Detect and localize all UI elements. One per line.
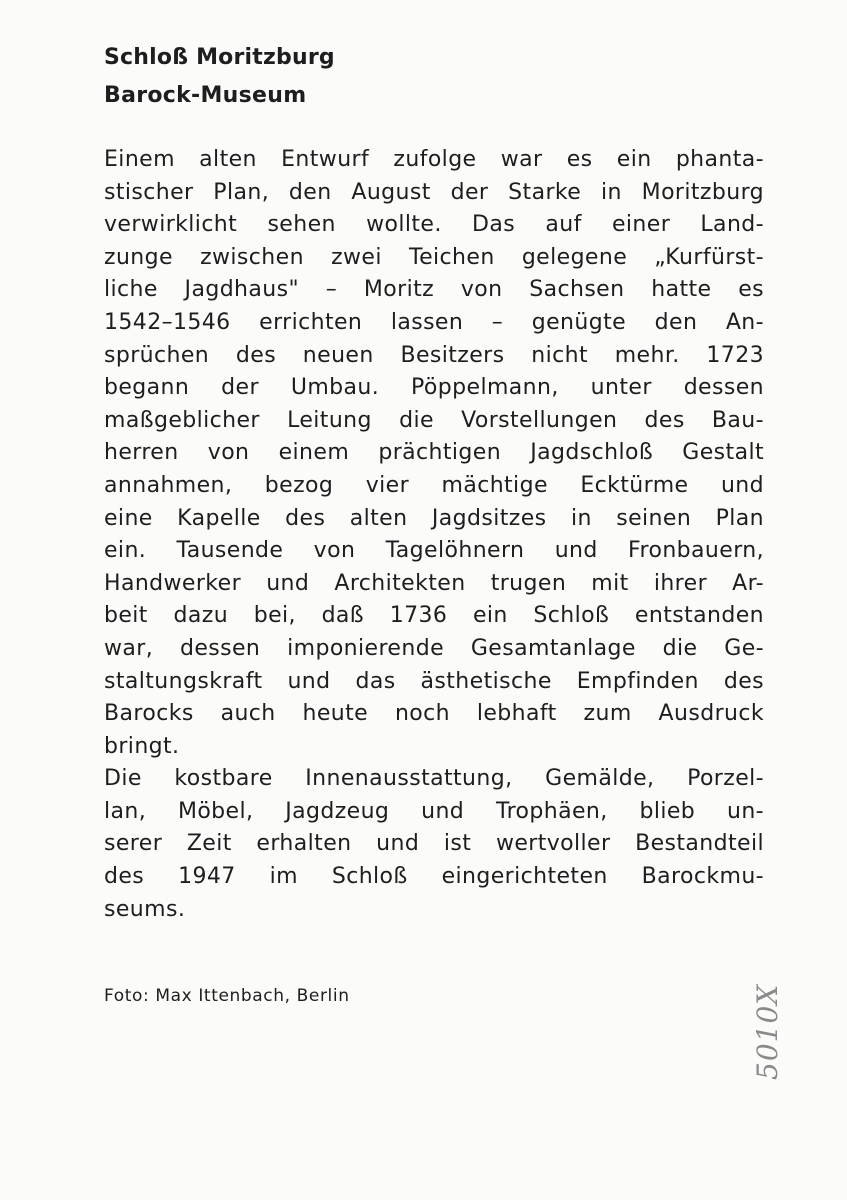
page-subtitle: Barock-Museum [104, 83, 307, 108]
page-title: Schloß Moritzburg [104, 45, 335, 70]
text-line: begann der Umbau. Pöppelmann, unter dessen [104, 375, 764, 401]
text-line: Handwerker und Architekten trugen mit ihrer Ar- [104, 570, 764, 596]
text-line: verwirklicht sehen wollte. Das auf einer Land- [104, 212, 764, 238]
text-line: Einem alten Entwurf zufolge war es ein phanta- [104, 147, 764, 172]
text-line: eine Kapelle des alten Jagdsitzes in seinen Plan [104, 505, 764, 531]
photo-credit: Foto: Max Ittenbach, Berlin [104, 986, 350, 1006]
text-line: 1542–1546 errichten lassen – genügte den An- [104, 309, 764, 335]
text-line: war, dessen imponierende Gesamtanlage die Ge- [104, 635, 764, 661]
paragraph-1 [104, 144, 764, 763]
text-line: herren von einem prächtigen Jagdschloß Gestalt [104, 440, 764, 466]
handwritten-note: 5010X [751, 983, 784, 1080]
text-line: sprüchen des neuen Besitzers nicht mehr. 1723 [104, 342, 764, 368]
text-line: lan, Möbel, Jagdzeug und Trophäen, blieb un- [104, 798, 764, 824]
text-line: liche Jagdhaus" – Moritz von Sachsen hatte es [104, 277, 764, 303]
paragraph-2 [104, 763, 764, 926]
text-line: beit dazu bei, daß 1736 ein Schloß entstanden [104, 603, 764, 629]
body-text [104, 144, 764, 926]
text-line: des 1947 im Schloß eingerichteten Barockmu- [104, 864, 764, 890]
text-line: ein. Tausende von Tagelöhnern und Fronbauern, [104, 538, 764, 564]
text-line: staltungskraft und das ästhetische Empfinden des [104, 668, 764, 694]
text-line: stischer Plan, den August der Starke in Moritzburg [104, 179, 764, 205]
text-line: Die kostbare Innenausstattung, Gemälde, Porzel- [104, 766, 764, 792]
text-line: zunge zwischen zwei Teichen gelegene „Kurfürst- [104, 244, 764, 270]
text-line: Barocks auch heute noch lebhaft zum Ausdruck [104, 701, 764, 727]
text-line: serer Zeit erhalten und ist wertvoller Bestandteil [104, 831, 764, 857]
text-line: maßgeblicher Leitung die Vorstellungen des Bau- [104, 407, 764, 433]
text-line: seums. [104, 896, 186, 922]
text-line: annahmen, bezog vier mächtige Ecktürme und [104, 472, 764, 498]
text-line: bringt. [104, 733, 180, 759]
